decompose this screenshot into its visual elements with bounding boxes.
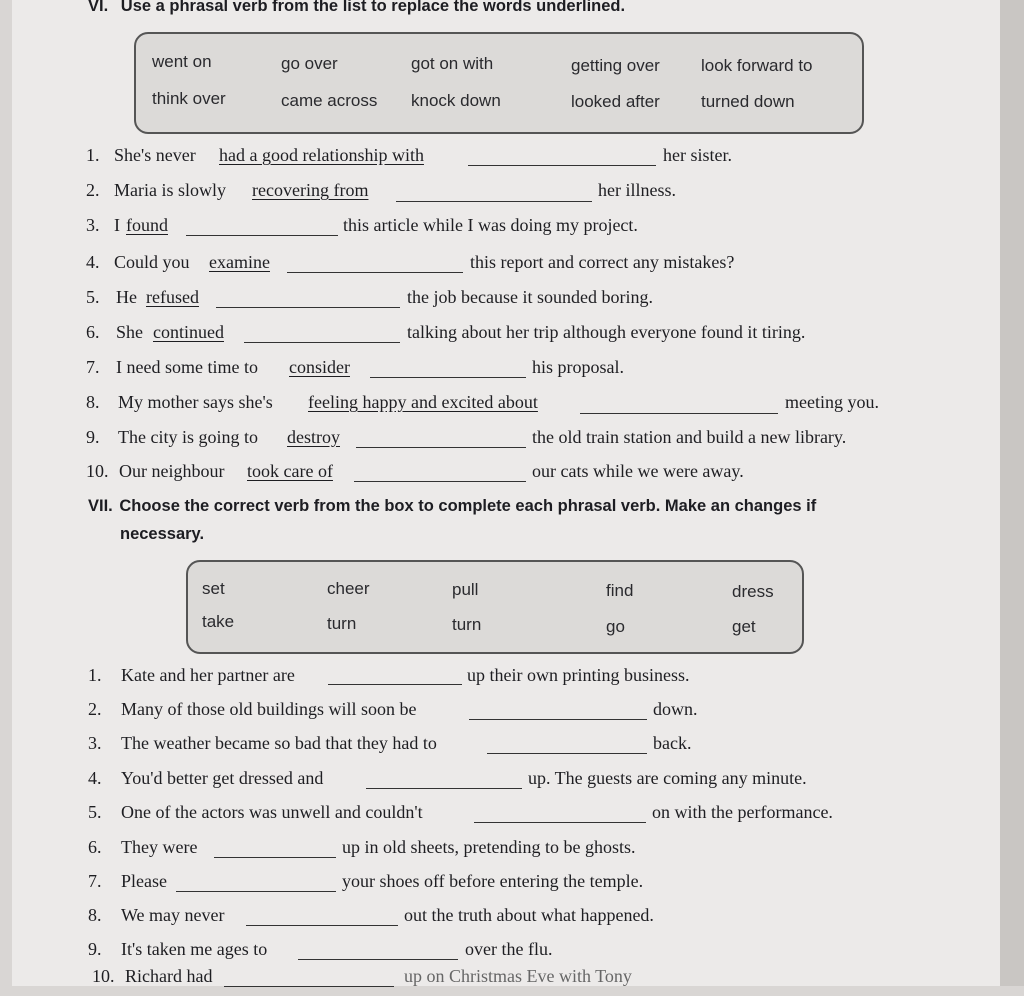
box-word: set (202, 579, 225, 598)
item-number: 5. (88, 802, 102, 822)
item-text: My mother says she's (118, 392, 273, 412)
item-text: this report and correct any mistakes? (470, 252, 735, 272)
answer-blank[interactable] (474, 822, 646, 823)
section-7-heading (88, 497, 816, 516)
item-text: our cats while we were away. (532, 461, 744, 481)
item-number: 5. (86, 287, 100, 307)
underlined-phrase: had a good relationship with (219, 145, 424, 165)
underlined-phrase: took care of (247, 461, 333, 481)
item-number: 9. (88, 939, 102, 959)
box-word: go (606, 617, 625, 636)
item-number: 6. (88, 837, 102, 857)
item-text: meeting you. (785, 392, 879, 412)
underlined-phrase: destroy (287, 427, 340, 447)
answer-blank[interactable] (224, 986, 394, 987)
section-7-number: VII. (88, 497, 113, 515)
item-text: Our neighbour (119, 461, 225, 481)
background-surface (1000, 0, 1024, 986)
answer-blank[interactable] (354, 481, 526, 482)
box-word: find (606, 581, 634, 600)
item-text: One of the actors was unwell and couldn't (121, 802, 423, 822)
answer-blank[interactable] (244, 342, 400, 343)
underlined-phrase: found (126, 215, 168, 235)
section-6-word-box (134, 32, 864, 134)
answer-blank[interactable] (176, 891, 336, 892)
item-text: We may never (121, 905, 225, 925)
answer-blank[interactable] (186, 235, 338, 236)
item-text: They were (121, 837, 198, 857)
item-text: your shoes off before entering the temple. (342, 871, 644, 891)
section-6-heading (88, 0, 625, 16)
item-number: 6. (86, 322, 100, 342)
box-word: think over (152, 89, 226, 108)
item-number: 10. (86, 461, 109, 481)
item-text: on with the performance. (652, 802, 833, 822)
answer-blank[interactable] (287, 272, 463, 273)
item-number: 4. (88, 768, 102, 788)
section-6-number: VI. (88, 0, 109, 15)
item-number: 3. (88, 733, 102, 753)
item-text: her illness. (598, 180, 676, 200)
box-word: turn (452, 615, 482, 634)
item-text: her sister. (663, 145, 732, 165)
answer-blank[interactable] (468, 165, 656, 166)
answer-blank[interactable] (580, 413, 778, 414)
item-number: 2. (86, 180, 100, 200)
item-text: up their own printing business. (467, 665, 690, 685)
answer-blank[interactable] (216, 307, 400, 308)
item-text: It's taken me ages to (121, 939, 268, 959)
item-text: Could you (114, 252, 190, 272)
box-word: cheer (327, 579, 370, 598)
box-word: knock down (411, 91, 501, 110)
item-number: 7. (86, 357, 100, 377)
item-text: He (116, 287, 137, 307)
section-7-instruction: Choose the correct verb from the box to complete each phrasal verb. Make an changes if (119, 497, 817, 515)
box-word: take (202, 612, 235, 631)
item-text: down. (653, 699, 698, 719)
item-number: 8. (86, 392, 100, 412)
item-text: up. The guests are coming any minute. (528, 768, 807, 788)
underlined-phrase: consider (289, 357, 350, 377)
box-word: look forward to (701, 56, 813, 75)
box-word: got on with (411, 54, 494, 73)
answer-blank[interactable] (214, 857, 336, 858)
item-number: 3. (86, 215, 100, 235)
item-text: The weather became so bad that they had to (121, 733, 437, 753)
box-word: looked after (571, 92, 660, 111)
box-word: turn (327, 614, 357, 633)
box-word: turned down (701, 92, 795, 111)
item-number: 1. (88, 665, 102, 685)
box-word: getting over (571, 56, 660, 75)
answer-blank[interactable] (487, 753, 647, 754)
underlined-phrase: feeling happy and excited about (308, 392, 538, 412)
item-text: Many of those old buildings will soon be (121, 699, 417, 719)
item-text: up in old sheets, pretending to be ghosts. (342, 837, 636, 857)
item-text: I (114, 215, 120, 235)
item-text: over the flu. (465, 939, 553, 959)
item-number: 2. (88, 699, 102, 719)
item-number: 9. (86, 427, 100, 447)
item-text: the old train station and build a new library. (532, 427, 847, 447)
item-text: She (116, 322, 143, 342)
section-7-instruction-continued: necessary. (120, 525, 205, 543)
item-text: Please (121, 871, 167, 891)
box-word: pull (452, 580, 479, 599)
underlined-phrase: examine (209, 252, 270, 272)
box-word: get (732, 617, 756, 636)
item-text: the job because it sounded boring. (407, 287, 653, 307)
item-text: out the truth about what happened. (404, 905, 654, 925)
item-text: Kate and her partner are (121, 665, 295, 685)
box-word: go over (281, 54, 338, 73)
item-number: 4. (86, 252, 100, 272)
item-text: this article while I was doing my project. (343, 215, 638, 235)
underlined-phrase: refused (146, 287, 199, 307)
item-text: She's never (114, 145, 196, 165)
answer-blank[interactable] (366, 788, 522, 789)
item-text: Maria is slowly (114, 180, 226, 200)
underlined-phrase: continued (153, 322, 224, 342)
box-word: dress (732, 582, 774, 601)
answer-blank[interactable] (469, 719, 647, 720)
answer-blank[interactable] (328, 684, 462, 685)
answer-blank[interactable] (246, 925, 398, 926)
item-text: back. (653, 733, 692, 753)
item-text: The city is going to (118, 427, 258, 447)
answer-blank[interactable] (396, 201, 592, 202)
item-text: his proposal. (532, 357, 624, 377)
answer-blank[interactable] (356, 447, 526, 448)
underlined-phrase: recovering from (252, 180, 369, 200)
item-text: Richard had (125, 966, 213, 986)
answer-blank[interactable] (370, 377, 526, 378)
section-7-word-box (186, 560, 804, 654)
item-number: 1. (86, 145, 100, 165)
item-number: 7. (88, 871, 102, 891)
answer-blank[interactable] (298, 959, 458, 960)
item-text: I need some time to (116, 357, 258, 377)
item-text: You'd better get dressed and (121, 768, 324, 788)
item-number: 10. (92, 966, 115, 986)
item-text: up on Christmas Eve with Tony (404, 966, 632, 986)
box-word: went on (152, 52, 212, 71)
box-word: came across (281, 91, 378, 110)
section-6-instruction: Use a phrasal verb from the list to replace the words underlined. (120, 0, 626, 15)
item-number: 8. (88, 905, 102, 925)
item-text: talking about her trip although everyone found it tiring. (407, 322, 806, 342)
